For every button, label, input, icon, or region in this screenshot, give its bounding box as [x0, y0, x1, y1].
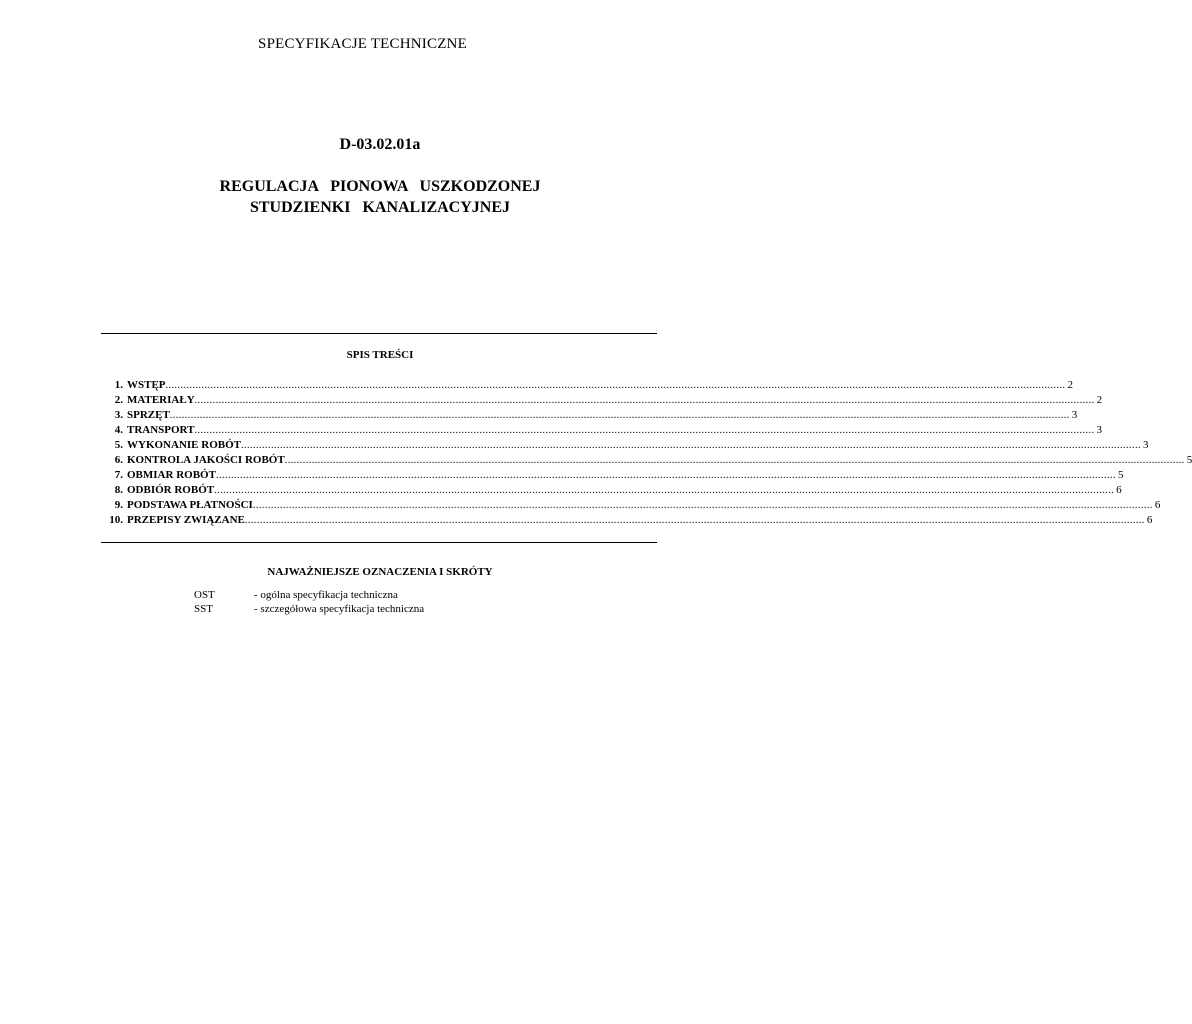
toc-item[interactable] [101, 453, 1192, 468]
toc-item[interactable] [101, 483, 1122, 498]
toc-item-number: 3. [114, 409, 123, 421]
abbreviation-description: - ogólna specyfikacja techniczna [254, 589, 398, 601]
abbreviation-code: SST [194, 603, 213, 615]
document-title-line-2: STUDZIENKI KANALIZACYJNEJ [249, 199, 511, 216]
toc-item-page: 2 [1067, 379, 1074, 391]
toc-item-number: 2. [114, 394, 123, 406]
toc-leader-dots: ............................................................................................................................................................................................................................................................................................................ [252, 500, 1153, 511]
toc-item-number: 1. [114, 379, 123, 391]
toc-item-number: 4. [114, 424, 123, 436]
toc-leader-dots: ............................................................................................................................................................................................................................................................................................................ [284, 455, 1185, 466]
toc-item-label: PODSTAWA PŁATNOŚCI [127, 499, 253, 511]
toc-leader-dots: ............................................................................................................................................................................................................................................................................................................ [215, 470, 1116, 481]
abbreviation-item [194, 588, 424, 602]
toc-item-page: 6 [1116, 484, 1122, 496]
table-of-contents [101, 378, 1192, 528]
toc-leader-dots: ............................................................................................................................................................................................................................................................................................................ [194, 395, 1095, 406]
toc-item[interactable] [101, 438, 1149, 453]
abbreviation-item [194, 602, 424, 616]
abbreviation-description: - szczegółowa specyfikacja techniczna [254, 603, 425, 615]
document-title-line-1: REGULACJA PIONOWA USZKODZONEJ [219, 178, 541, 195]
toc-item-page: 6 [1146, 514, 1153, 526]
toc-item[interactable] [101, 408, 1078, 423]
toc-heading: SPIS TREŚCI [346, 349, 414, 361]
toc-leader-dots: ............................................................................................................................................................................................................................................................................................................ [241, 440, 1141, 451]
document-code: D-03.02.01a [339, 136, 421, 153]
toc-item-page: 2 [1096, 394, 1103, 406]
toc-item-label: PRZEPISY ZWIĄZANE [127, 514, 245, 526]
toc-item-label: WSTĘP [127, 379, 166, 391]
toc-item[interactable] [101, 498, 1161, 513]
toc-item-label: MATERIAŁY [127, 394, 195, 406]
toc-item-page: 5 [1186, 454, 1192, 466]
toc-leader-dots: ............................................................................................................................................................................................................................................................................................................ [244, 515, 1145, 526]
toc-item-label: SPRZĘT [127, 409, 170, 421]
toc-item-label: OBMIAR ROBÓT [127, 469, 216, 481]
toc-item-label: KONTROLA JAKOŚCI ROBÓT [127, 454, 285, 466]
toc-item[interactable] [101, 393, 1103, 408]
top-divider [101, 333, 657, 334]
document-title [0, 176, 760, 218]
abbreviations-list [194, 588, 424, 616]
toc-leader-dots: ............................................................................................................................................................................................................................................................................................................ [194, 425, 1095, 436]
toc-item-number: 7. [114, 469, 123, 481]
abbreviation-code: OST [194, 589, 215, 601]
toc-item-number: 5. [114, 439, 123, 451]
toc-item-label: WYKONANIE ROBÓT [127, 439, 241, 451]
toc-item[interactable] [101, 423, 1102, 438]
toc-item-number: 9. [114, 499, 123, 511]
toc-item-number: 6. [114, 454, 123, 466]
toc-item[interactable] [101, 513, 1153, 528]
toc-leader-dots: ............................................................................................................................................................................................................................................................................................................ [214, 485, 1115, 496]
toc-leader-dots: ............................................................................................................................................................................................................................................................................................................ [165, 380, 1066, 391]
page-header-title: SPECYFIKACJE TECHNICZNE [258, 36, 467, 52]
bottom-divider [101, 542, 657, 543]
abbreviations-heading: NAJWAŻNIEJSZE OZNACZENIA I SKRÓTY [267, 566, 493, 578]
toc-item[interactable] [101, 378, 1074, 393]
toc-item-label: ODBIÓR ROBÓT [127, 484, 215, 496]
toc-item-page: 3 [1096, 424, 1102, 436]
toc-item[interactable] [101, 468, 1124, 483]
toc-item-page: 5 [1117, 469, 1124, 481]
toc-item-page: 3 [1071, 409, 1078, 421]
toc-item-page: 3 [1143, 439, 1149, 451]
toc-item-number: 10. [109, 514, 123, 526]
toc-item-page: 6 [1154, 499, 1161, 511]
toc-item-label: TRANSPORT [127, 424, 195, 436]
toc-leader-dots: ............................................................................................................................................................................................................................................................................................................ [169, 410, 1070, 421]
toc-item-number: 8. [114, 484, 123, 496]
